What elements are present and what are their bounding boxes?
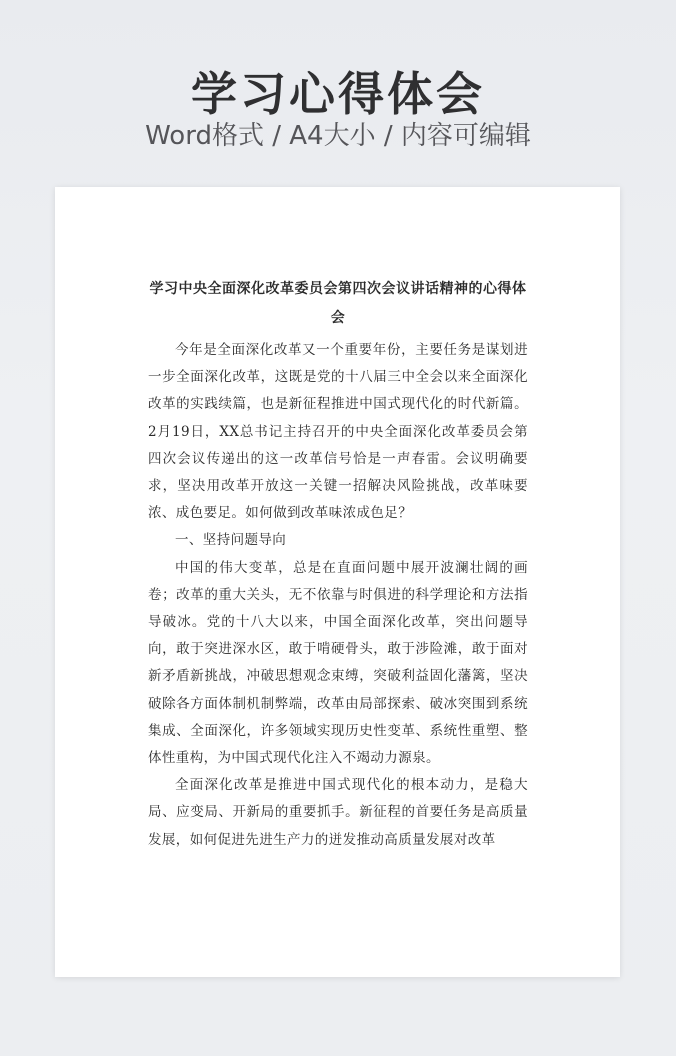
- document-page: [55, 187, 620, 977]
- document-title: 学习中央全面深化改革委员会第四次会议讲话精神的心得体会: [149, 281, 527, 326]
- section-heading-1: 一、坚持问题导向: [175, 532, 287, 549]
- banner-subtitle: Word格式 / A4大小 / 内容可编辑: [145, 121, 531, 151]
- banner-title: 学习心得体会: [191, 67, 485, 121]
- paragraph-section-1-continued: 全面深化改革是推进中国式现代化的根本动力，是稳大局、应变局、开新局的重要抓手。新征程的首要任务是高质量发展，如何促进先进生产力的迸发推动高质量发展对改革: [148, 777, 528, 848]
- paragraph-section-1: 中国的伟大变革，总是在直面问题中展开波澜壮阔的画卷；改革的重大关头，无不依靠与时俱进的科学理论和方法指导破冰。党的十八大以来，中国全面深化改革，突出问题导向，敢于突进深水区，敢于啃硬骨头，敢于涉险滩，敢于面对新矛盾新挑战，冲破思想观念束缚，突破利益固化藩篱，坚决破除各方面体制机制弊端，改革由局部探索、破冰突围到系统集成、全面深化，许多领域实现历史性变革、系统性重塑、整体性重构，为中国式现代化注入不竭动力源泉。: [148, 559, 528, 767]
- paragraph-intro: 今年是全面深化改革又一个重要年份，主要任务是谋划进一步全面深化改革，这既是党的十八届三中全会以来全面深化改革的实践续篇，也是新征程推进中国式现代化的时代新篇。2月19日，XX总书记主持召开的中央全面深化改革委员会第四次会议传递出的这一改革信号恰是一声春雷。会议明确要求，坚决用改革开放这一关键一招解决风险挑战，改革味要浓、成色要足。如何做到改革味浓成色足？: [148, 342, 528, 522]
- document-body: [148, 275, 528, 854]
